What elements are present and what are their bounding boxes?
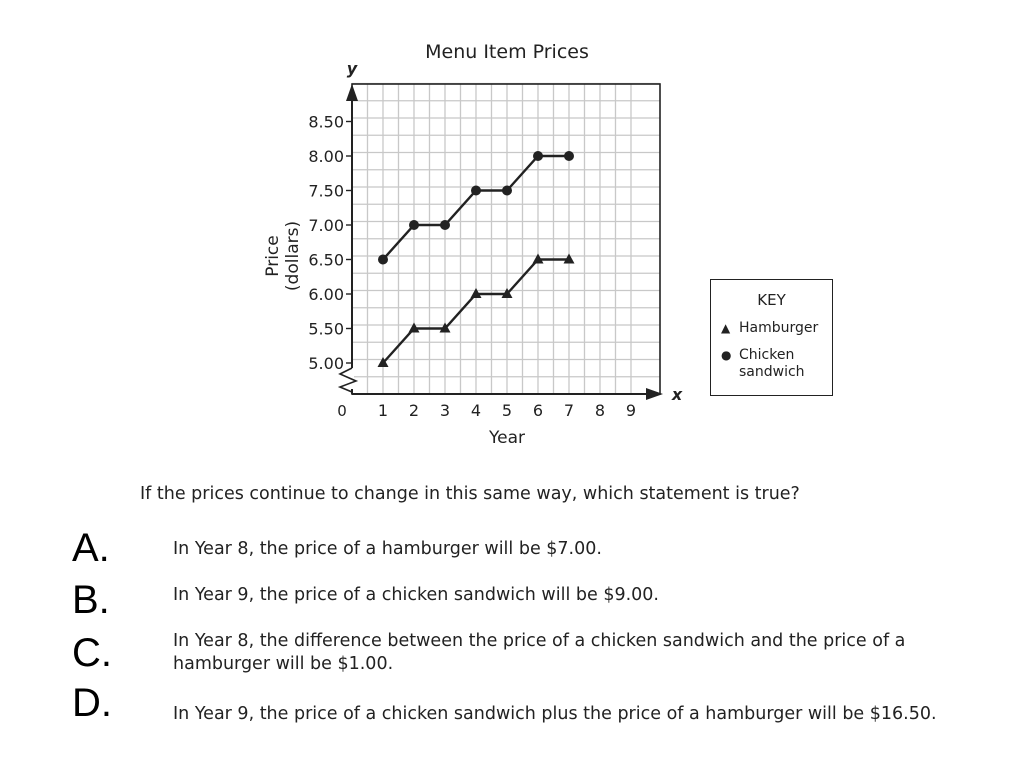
y-tick-label: 7.00 [308,216,344,235]
y-tick-label: 6.50 [308,250,344,270]
legend-item-chicken-sandwich [721,347,829,381]
choice-b-text[interactable]: In Year 9, the price of a chicken sandwich will be $9.00. [173,585,659,605]
y-axis-letter: y [346,59,358,78]
triangle-marker-icon: ▲ [721,321,731,335]
x-tick-label: 9 [625,401,637,420]
circle-marker-icon: ● [721,348,732,362]
x-tick-label: 8 [594,401,606,420]
question-text: If the prices continue to change in this same way, which statement is true? [140,484,800,504]
y-tick-label: 7.50 [308,181,344,201]
choice-c-text[interactable]: In Year 8, the difference between the price of a chicken sandwich and the price of a hamburger will be $1.00. [173,631,906,674]
choice-d-letter: D. [72,681,112,725]
legend-label: Chicken sandwich [739,347,805,380]
x-tick-label: 1 [377,401,389,420]
chart-legend [710,279,833,396]
y-tick-label: 8.00 [308,147,344,166]
y-tick-label: 5.50 [308,319,344,339]
x-tick-label: 3 [439,401,451,420]
x-tick-label: 6 [532,401,544,420]
chart-title: Menu Item Prices [425,41,589,63]
choice-a-text[interactable]: In Year 8, the price of a hamburger will be $7.00. [173,539,602,559]
data-point-chicken-sandwich [440,220,450,230]
choice-b-letter: B. [72,578,110,622]
legend-title: KEY [757,291,786,309]
y-axis-label-line2: (dollars) [283,220,303,292]
x-tick-label: 2 [408,401,420,420]
x-axis-letter: x [671,385,683,404]
y-tick-label: 6.00 [308,285,344,304]
data-point-chicken-sandwich [471,186,481,196]
choice-c-letter: C. [72,631,112,675]
chart-axes [338,84,663,400]
data-point-chicken-sandwich [378,255,388,265]
legend-label: Hamburger [739,320,819,336]
x-tick-label: 4 [470,401,482,420]
x-tick-labels [378,401,636,420]
choice-a-letter: A. [72,526,110,570]
y-axis-label-line1: Price [263,235,283,277]
data-point-chicken-sandwich [502,186,512,196]
origin-label: 0 [337,402,347,420]
choice-d-text[interactable]: In Year 9, the price of a chicken sandwich plus the price of a hamburger will be $16.50. [173,704,937,724]
x-axis-label: Year [489,428,525,448]
data-point-chicken-sandwich [533,151,543,161]
y-tick-label: 8.50 [308,112,344,132]
x-tick-label: 5 [501,401,513,420]
data-point-chicken-sandwich [564,151,574,161]
x-tick-label: 7 [563,401,575,420]
y-axis-arrow-icon [346,84,358,101]
y-tick-label: 5.00 [308,354,344,373]
y-tick-labels [308,113,352,374]
legend-item-hamburger [721,320,829,337]
data-point-chicken-sandwich [409,220,419,230]
